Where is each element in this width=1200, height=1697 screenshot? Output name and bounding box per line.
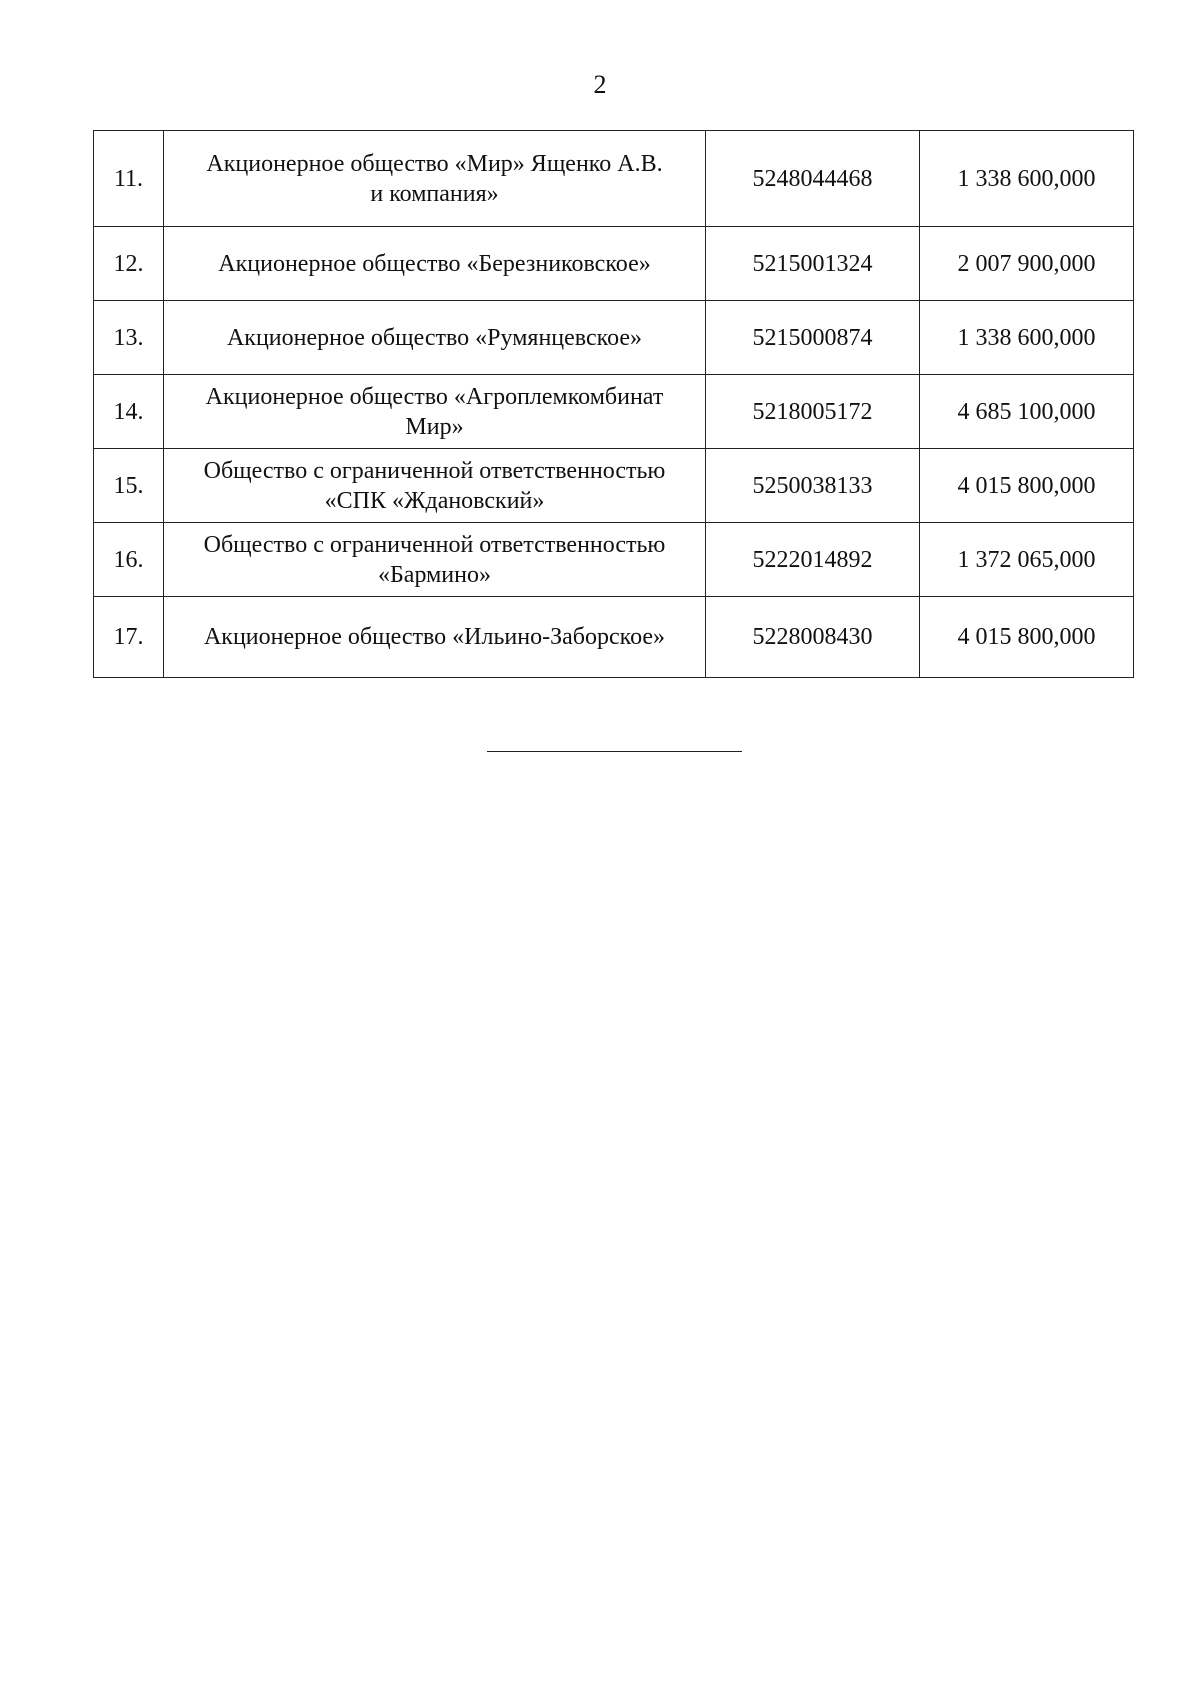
inn-cell: 5215000874 — [706, 301, 920, 375]
amount-cell: 2 007 900,000 — [920, 227, 1134, 301]
organization-name-line1: Акционерное общество «Ильино-Заборское» — [203, 624, 666, 650]
row-number: 14. — [94, 375, 164, 449]
organization-name-line1: Акционерное общество «Мир» Ященко А.В. — [206, 150, 663, 177]
amount-cell: 4 015 800,000 — [920, 597, 1134, 678]
inn-cell: 5250038133 — [706, 449, 920, 523]
organization-name-line2: и компания» — [370, 180, 499, 207]
inn-cell: 5222014892 — [706, 523, 920, 597]
inn-cell: 5228008430 — [706, 597, 920, 678]
organization-name-line2: «Бармино» — [378, 561, 491, 588]
amount-cell: 1 372 065,000 — [920, 523, 1134, 597]
inn-cell: 5215001324 — [706, 227, 920, 301]
organization-name — [164, 449, 706, 523]
row-number: 15. — [94, 449, 164, 523]
row-number: 13. — [94, 301, 164, 375]
page-number: 2 — [593, 70, 607, 99]
inn-cell: 5248044468 — [706, 131, 920, 227]
organization-name-line1: Акционерное общество «Румянцевское» — [226, 324, 643, 351]
table-row — [94, 523, 1134, 597]
inn-cell: 5218005172 — [706, 375, 920, 449]
organization-name-line2: «СПК «Ждановский» — [324, 487, 545, 514]
table-row — [94, 301, 1134, 375]
table-row — [94, 375, 1134, 449]
row-number: 11. — [94, 131, 164, 227]
table-row — [94, 449, 1134, 523]
table-row — [94, 597, 1134, 678]
end-separator-line — [487, 751, 742, 752]
row-number: 12. — [94, 227, 164, 301]
organization-name — [164, 523, 706, 597]
amount-cell: 4 015 800,000 — [920, 449, 1134, 523]
table-row — [94, 131, 1134, 227]
organization-name-line2: Мир» — [405, 413, 464, 440]
organization-name — [164, 131, 706, 227]
organization-name — [164, 597, 706, 678]
organization-name — [164, 375, 706, 449]
organization-name-line1: Акционерное общество «Агроплемкомбинат — [205, 383, 664, 410]
organization-name-line1: Акционерное общество «Березниковское» — [218, 250, 651, 277]
amount-cell: 1 338 600,000 — [920, 301, 1134, 375]
table-row — [94, 227, 1134, 301]
amount-cell: 4 685 100,000 — [920, 375, 1134, 449]
organization-name — [164, 301, 706, 375]
row-number: 16. — [94, 523, 164, 597]
row-number: 17. — [94, 597, 164, 678]
organizations-table — [93, 130, 1134, 678]
amount-cell: 1 338 600,000 — [920, 131, 1134, 227]
organization-name — [164, 227, 706, 301]
organization-name-line1: Общество с ограниченной ответственностью — [203, 531, 666, 558]
organization-name-line1: Общество с ограниченной ответственностью — [203, 457, 666, 484]
